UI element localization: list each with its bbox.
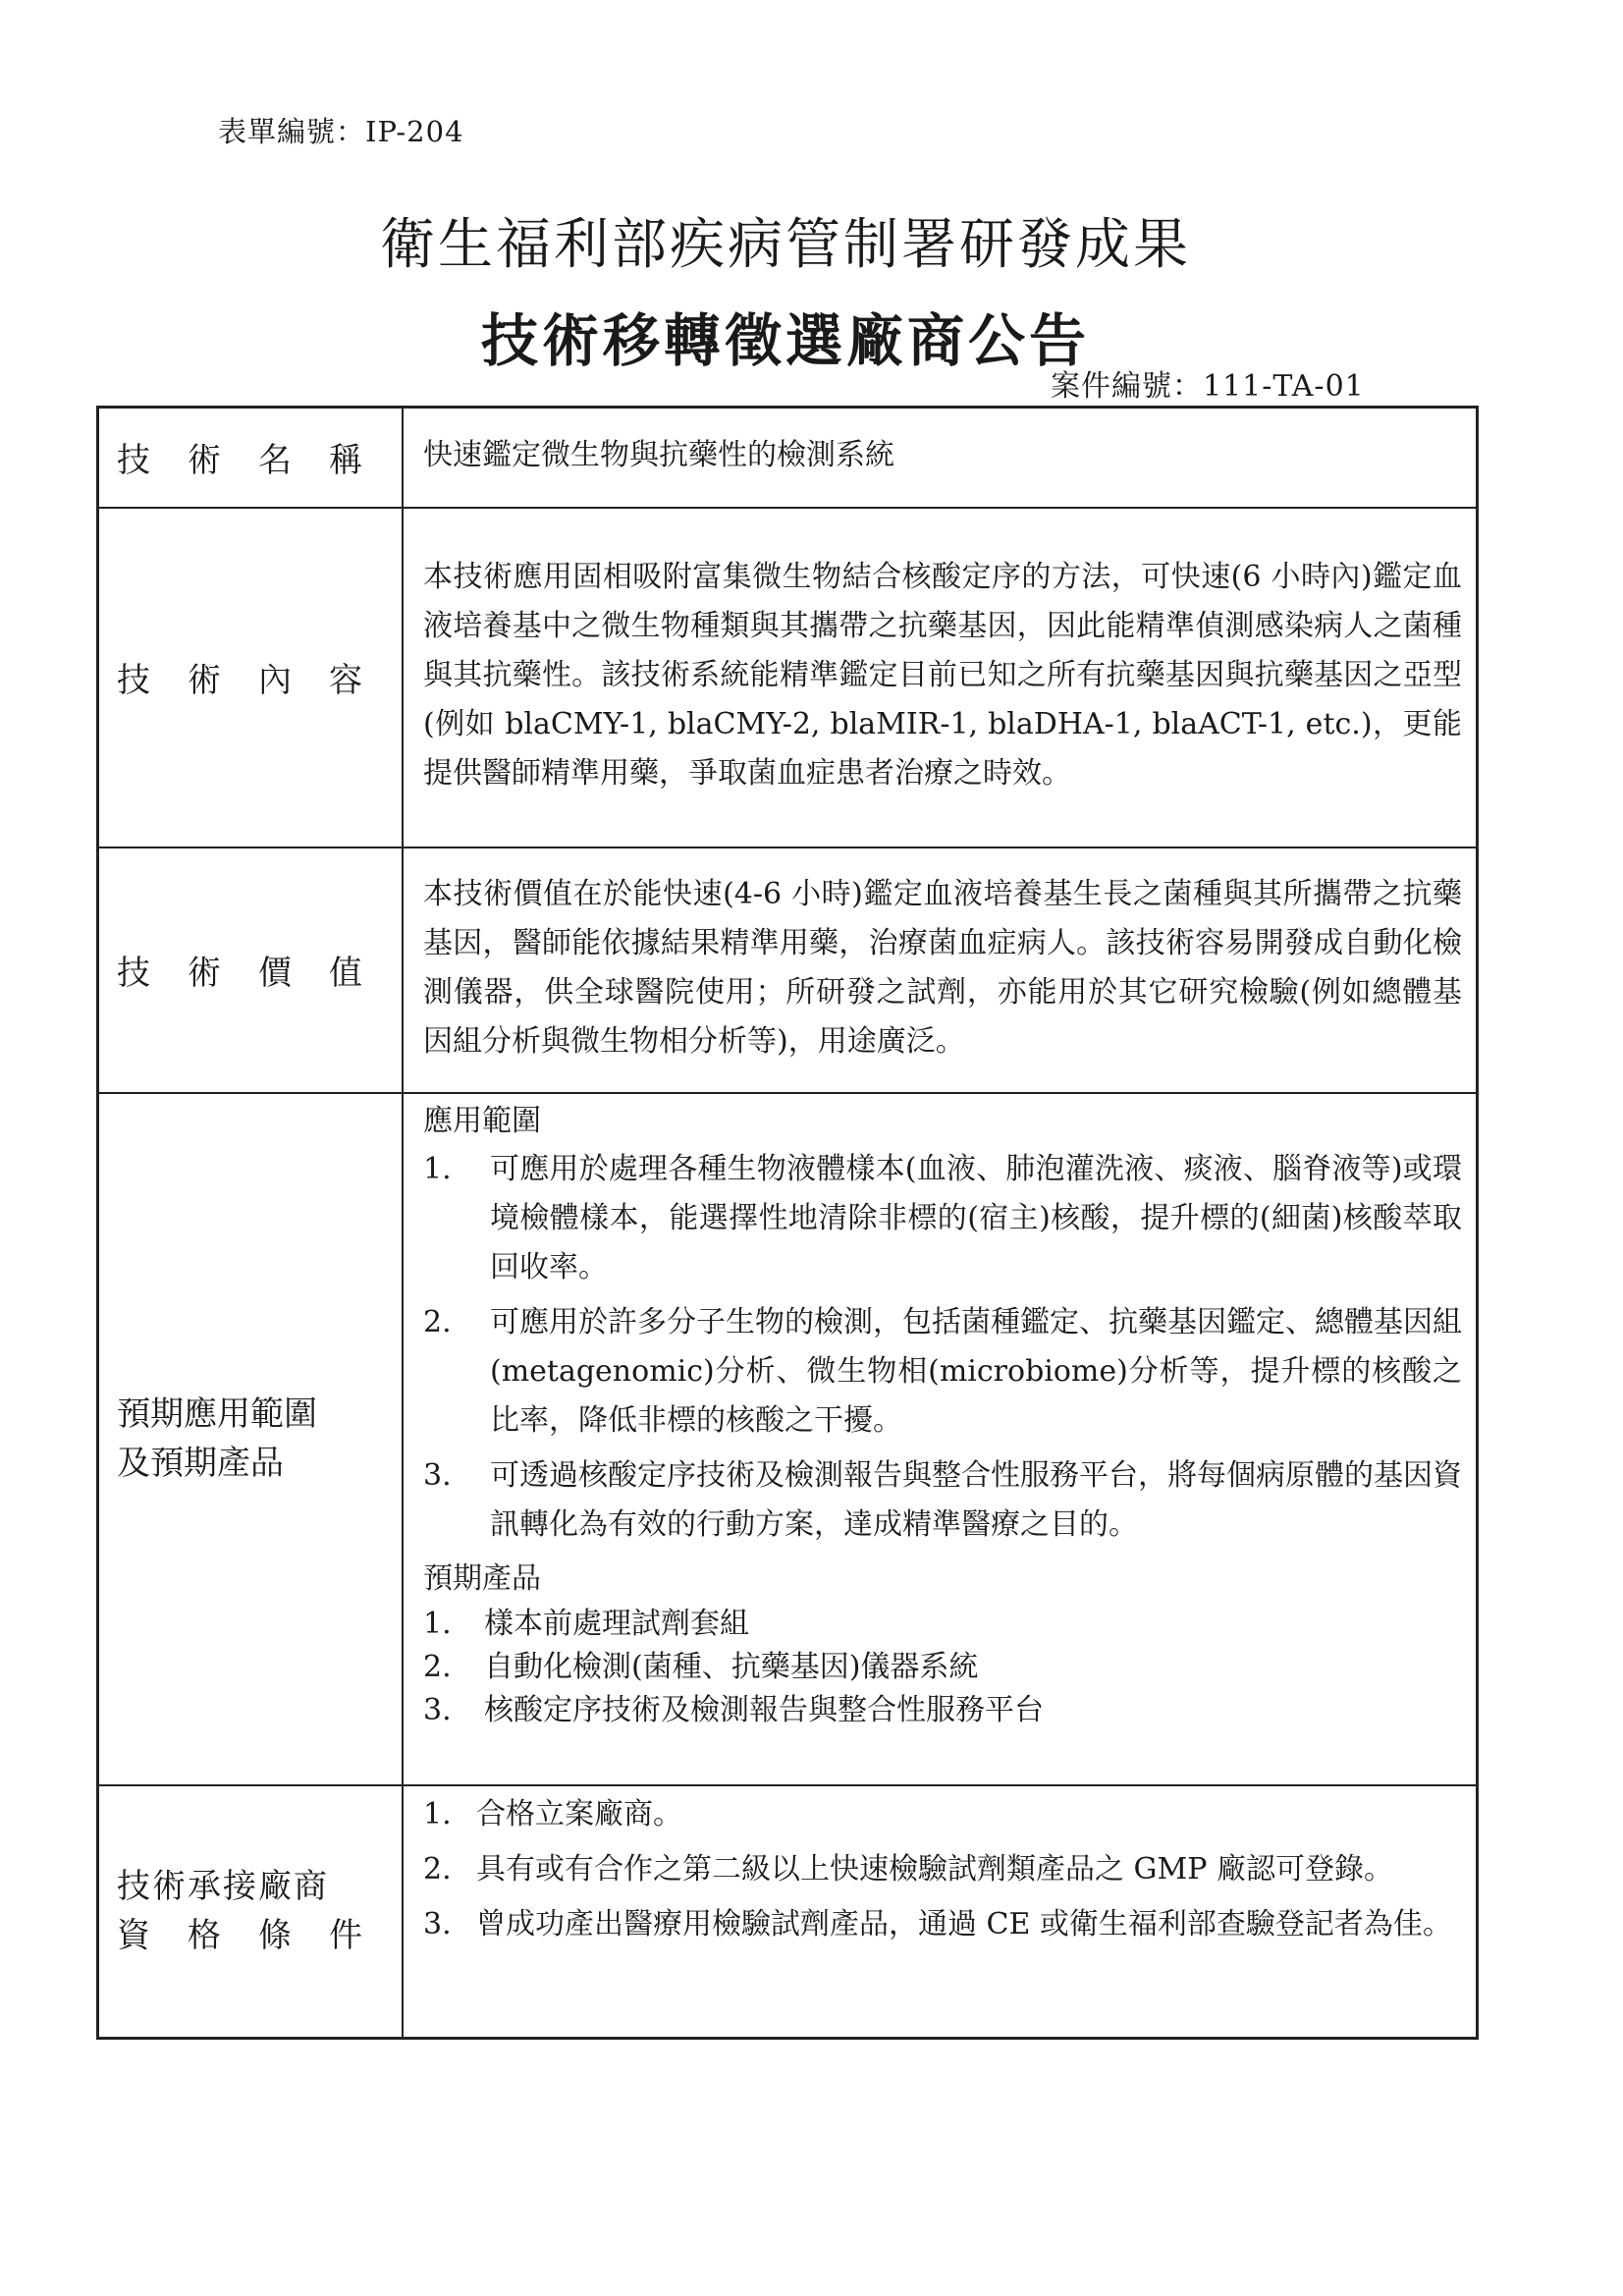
- label-technology-name: 技 術 名 稱: [98, 408, 404, 508]
- products-heading: 預期產品: [423, 1560, 541, 1596]
- case-number: 案件編號：111-TA-01: [1051, 369, 1365, 404]
- technology-value-text: 本技術價值在於能快速(4-6 小時)鑑定血液培養基生長之菌種與其所攜帶之抗藥基因，醫師能依據結果精準用藥，治療菌血症病人。該技術容易開發成自動化檢測儀器，供全球醫院使用；所研發之試劑，亦能用於其它研究檢驗(例如總體基因組分析與微生物相分析等)，用途廣泛。: [403, 847, 1478, 1093]
- row-requirements: [98, 1785, 1478, 2039]
- label-requirements: 技術承接廠商 資 格 條 件: [98, 1785, 404, 2039]
- list-item: 2. 具有或有合作之第二級以上快速檢驗試劑類產品之 GMP 廠認可登錄。: [423, 1851, 1393, 1886]
- requirements-list: [423, 1790, 1462, 1949]
- row-technology-value: [98, 847, 1478, 1093]
- label-technology-content: 技 術 內 容: [98, 508, 404, 847]
- scope-list: [423, 1145, 1462, 1550]
- technology-content-value: 本技術應用固相吸附富集微生物結合核酸定序的方法，可快速(6 小時內)鑑定血液培養基中之微生物種類與其攜帶之抗藥基因，因此能精準偵測感染病人之菌種與其抗藥性。該技術系統能精準鑑定目前已知之所有抗藥基因與抗藥基因之亞型(例如 blaCMY-1, blaCMY-2, blaMIR-1, blaDHA-1, blaACT-1, etc.)，更能提供醫師精準用藥，爭取菌血症患者治療之時效。: [403, 508, 1478, 847]
- list-item: 2. 可應用於許多分子生物的檢測，包括菌種鑑定、抗藥基因鑑定、總體基因組(metagenomic)分析、微生物相(microbiome)分析等，提升標的核酸之比率，降低非標的核酸之干擾。: [423, 1304, 1462, 1438]
- row-technology-content: [98, 508, 1478, 847]
- application-content: [403, 1093, 1478, 1785]
- label-technology-value: 技 術 價 值: [98, 847, 404, 1093]
- list-item: 3. 可透過核酸定序技術及檢測報告與整合性服務平台，將每個病原體的基因資訊轉化為有效的行動方案，達成精準醫療之目的。: [423, 1457, 1462, 1542]
- products-list: [423, 1603, 1462, 1732]
- list-item: 3. 核酸定序技術及檢測報告與整合性服務平台: [423, 1692, 1044, 1727]
- announcement-table: [96, 406, 1479, 2040]
- list-item: 1. 合格立案廠商。: [423, 1796, 682, 1831]
- list-item: 1. 可應用於處理各種生物液體樣本(血液、肺泡灌洗液、痰液、腦脊液等)或環境檢體樣本，能選擇性地清除非標的(宿主)核酸，提升標的(細菌)核酸萃取回收率。: [423, 1151, 1462, 1285]
- requirements-content: [403, 1785, 1478, 2039]
- technology-name-value: 快速鑑定微生物與抗藥性的檢測系統: [403, 408, 1478, 508]
- list-item: 3. 曾成功產出醫療用檢驗試劑產品，通過 CE 或衛生福利部查驗登記者為佳。: [423, 1906, 1452, 1941]
- agency-title: 衛生福利部疾病管制署研發成果: [380, 213, 1191, 277]
- list-item: 2. 自動化檢測(菌種、抗藥基因)儀器系統: [423, 1649, 979, 1684]
- announcement-title: 技術移轉徵選廠商公告: [480, 307, 1090, 374]
- scope-heading: 應用範圍: [423, 1103, 541, 1138]
- label-application: 預期應用範圍 及預期產品: [98, 1093, 404, 1785]
- row-application: [98, 1093, 1478, 1785]
- row-technology-name: [98, 408, 1478, 508]
- list-item: 1. 樣本前處理試劑套組: [423, 1606, 749, 1641]
- form-number: 表單編號：IP-204: [218, 115, 464, 148]
